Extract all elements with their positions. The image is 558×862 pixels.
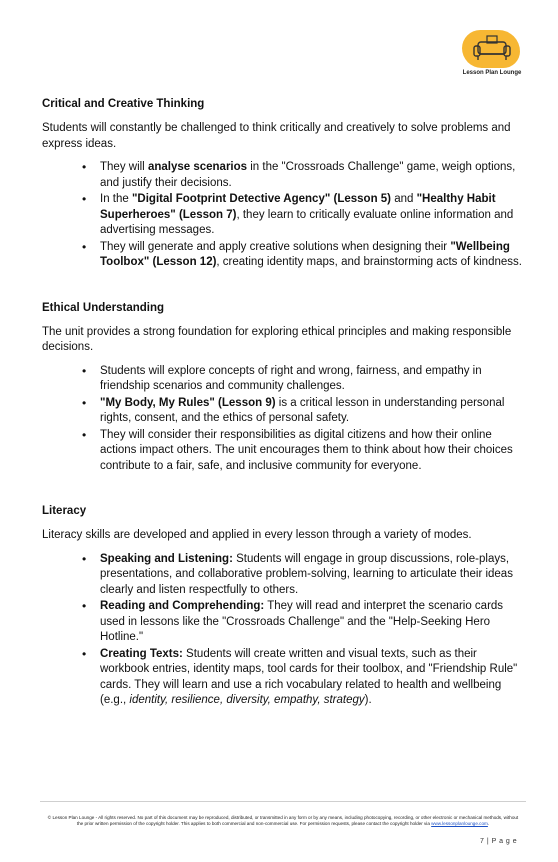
- section-critical-thinking: [42, 97, 526, 271]
- footer-divider: [40, 801, 526, 802]
- text-run: They will consider their responsibilities as digital citizens and how their online actions impact others. The unit encourages them to think about how their choices contribute to a fair, safe, and inclusive community for everyone.: [100, 428, 513, 472]
- website-link[interactable]: www.lessonplanlounge.com: [431, 821, 488, 827]
- text-run: , creating identity maps, and brainstorming acts of kindness.: [216, 256, 522, 268]
- bullet-list: [42, 552, 526, 709]
- bold-text: "My Body, My Rules" (Lesson 9): [100, 396, 276, 409]
- bold-text: "Digital Footprint Detective Agency" (Lesson 5): [131, 193, 392, 205]
- list-item: [100, 240, 526, 271]
- bold-text: Creating Texts:: [100, 647, 183, 660]
- section-literacy: [42, 504, 526, 709]
- brand-logo: [458, 30, 526, 80]
- section-heading: Literacy: [42, 505, 87, 517]
- sofa-icon: [472, 34, 512, 64]
- text-run: , they learn to critically evaluate online information and advertising messages.: [100, 208, 514, 236]
- list-item: [100, 396, 526, 427]
- text-run: is a critical lesson in understanding personal rights, consent, and the ethics of personal safety.: [100, 396, 505, 424]
- copyright-footer: [44, 815, 522, 827]
- bold-text: analyse scenarios: [147, 161, 248, 173]
- section-heading: Ethical Understanding: [42, 301, 165, 314]
- bullet-list: [42, 160, 526, 271]
- text-run: They will read and interpret the scenario cards used in lessons like the "Crossroads Challenge" and the "Help-Seeking Hero Hotline.": [100, 600, 504, 643]
- section-intro: The unit provides a strong foundation for exploring ethical principles and making responsible decisions.: [42, 325, 512, 353]
- text-run: Students will explore concepts of right and wrong, fairness, and empathy in friendship scenarios and community challenges.: [100, 364, 482, 392]
- list-item: [100, 599, 526, 646]
- text-run: Students will create written and visual texts, such as their workbook entries, identity maps, tool cards for their toolbox, and "Friendship Rule" cards. They will learn and use a rich vocabulary related to health and wellbeing (e.g.,: [100, 647, 518, 706]
- bold-text: Reading and Comprehending:: [100, 600, 265, 612]
- text-run: In the: [100, 193, 132, 205]
- section-heading: Critical and Creative Thinking: [42, 98, 205, 110]
- text-run: Students will engage in group discussions, role-plays, presentations, and collaborative problem-solving, learning to articulate their ideas clearly and listen respectfully to others.: [100, 552, 513, 596]
- bold-text: "Wellbeing Toolbox" (Lesson 12): [100, 240, 510, 268]
- copyright-text: © Lesson Plan Lounge - All rights reserved. No part of this document may be reproduced, distributed, or transmitted in any form or by any means, including photocopying, recording, or other electronic or mechanical methods, without the prior written permission of the copyright holder. This applies to both commercial and non-commercial use. For permission requests, please contact the copyright holder via: [47, 815, 519, 827]
- link-suffix: .: [487, 821, 490, 827]
- page-content: [42, 97, 526, 739]
- section-ethical-understanding: [42, 301, 526, 475]
- section-intro: Students will constantly be challenged to think critically and creatively to solve problems and express ideas.: [42, 122, 511, 150]
- bold-text: "Healthy Habit Superheroes" (Lesson 7): [100, 193, 496, 221]
- logo-text: Lesson Plan Lounge: [462, 70, 522, 76]
- list-item: [100, 160, 526, 191]
- section-intro: Literacy skills are developed and applied in every lesson through a variety of modes.: [42, 529, 472, 541]
- bullet-list: [42, 364, 526, 475]
- list-item: [100, 647, 526, 709]
- list-item: [100, 428, 526, 475]
- text-run: in the "Crossroads Challenge" game, weigh options, and justify their decisions.: [100, 161, 516, 189]
- text-run: They will generate and apply creative solutions when designing their: [100, 240, 451, 253]
- list-item: [100, 192, 526, 239]
- italic-text: identity, resilience, diversity, empathy, strategy: [129, 694, 365, 706]
- text-run: They will: [100, 161, 148, 173]
- text-run: and: [391, 193, 417, 205]
- list-item: [100, 364, 526, 395]
- page-number: 7 | P a g e: [480, 838, 518, 845]
- text-run: ).: [364, 694, 372, 706]
- bold-text: Speaking and Listening:: [100, 552, 233, 565]
- list-item: [100, 552, 526, 599]
